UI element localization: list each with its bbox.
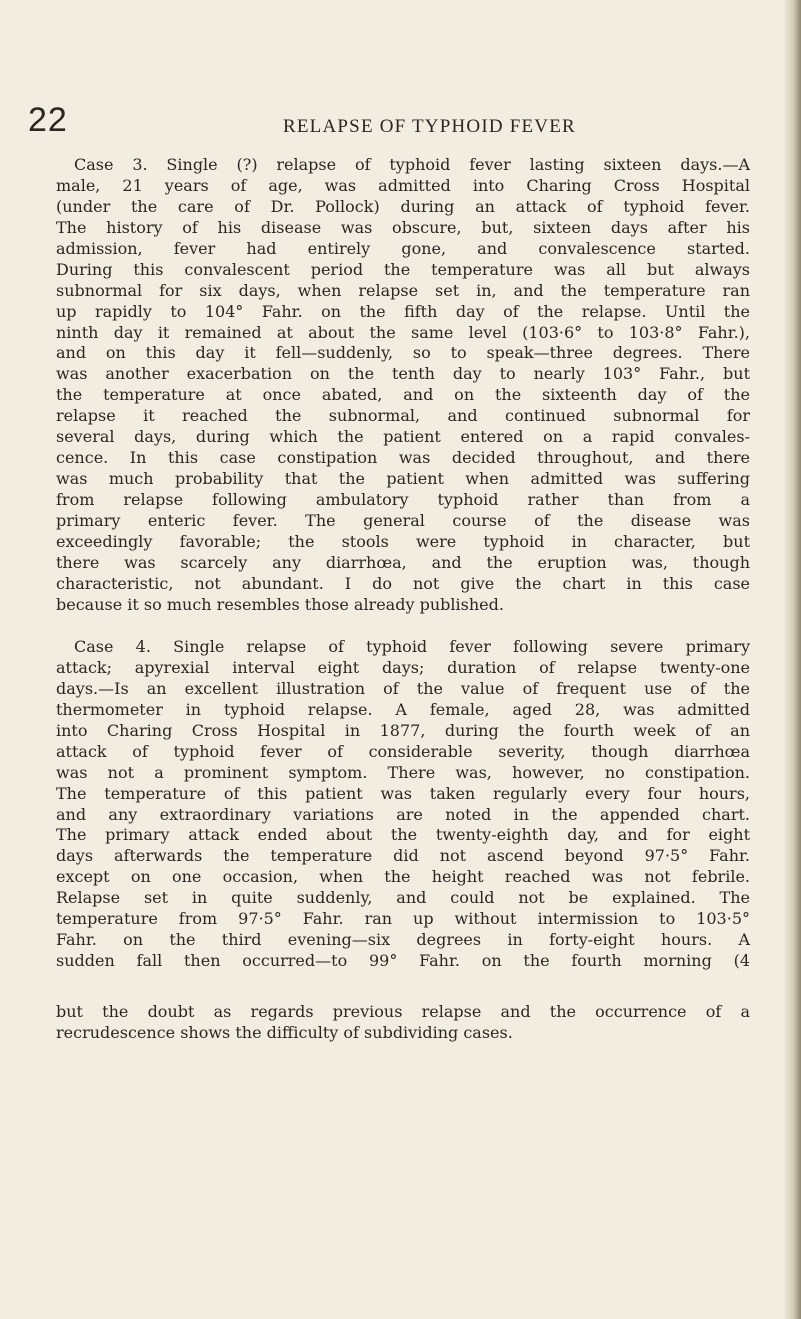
case-4-paragraph xyxy=(56,637,750,972)
case-3-line: male, 21 years of age, was admitted into Charing Cross Hospital xyxy=(56,175,750,195)
case-4-line: sudden fall then occurred—to 99° Fahr. on the fourth morning (4 xyxy=(56,951,750,971)
case-3-line: relapse it reached the subnormal, and continued subnormal for xyxy=(56,406,750,426)
case-4-line: temperature from 97·5° Fahr. ran up without intermission to 103·5° xyxy=(56,909,750,929)
footnote-line: but the doubt as regards previous relapse and the occurrence of a xyxy=(56,1002,750,1021)
case-3-paragraph xyxy=(56,155,750,616)
case-3-line: subnormal for six days, when relapse set in, and the temperature ran xyxy=(56,280,750,300)
case-3-line: admission, fever had entirely gone, and convalescence started. xyxy=(56,238,750,258)
case-4-line: thermometer in typhoid relapse. A female, aged 28, was admitted xyxy=(56,699,750,719)
case-4-line: attack; apyrexial interval eight days; duration of relapse twenty-one xyxy=(56,657,750,677)
page-edge-shadow xyxy=(783,0,801,1319)
case-3-line: The history of his disease was obscure, but, sixteen days after his xyxy=(56,217,750,237)
case-4-line: The primary attack ended about the twenty-eighth day, and for eight xyxy=(56,825,750,845)
case-4-line: Fahr. on the third evening—six degrees in forty-eight hours. A xyxy=(56,930,750,950)
case-4-line: Relapse set in quite suddenly, and could not be explained. The xyxy=(56,888,750,908)
footnote-line: recrudescence shows the difficulty of subdividing cases. xyxy=(56,1022,513,1042)
running-head xyxy=(28,100,748,150)
case-3-line: and on this day it fell—suddenly, so to speak—three degrees. There xyxy=(56,343,750,363)
case-4-line: and any extraordinary variations are noted in the appended chart. xyxy=(56,804,750,824)
case-3-line: there was scarcely any diarrhœa, and the eruption was, though xyxy=(56,552,750,572)
case-3-line: was much probability that the patient when admitted was suffering xyxy=(56,469,750,489)
case-3-line: characteristic, not abundant. I do not give the chart in this case xyxy=(56,573,750,593)
case-3-line: because it so much resembles those already published. xyxy=(56,594,504,614)
case-4-line: Case 4. Single relapse of typhoid fever following severe primary xyxy=(74,637,750,656)
case-4-line: into Charing Cross Hospital in 1877, during the fourth week of an xyxy=(56,720,750,740)
case-3-line: from relapse following ambulatory typhoid rather than from a xyxy=(56,490,750,509)
page-number: 22 xyxy=(28,101,68,139)
case-3-line: up rapidly to 104° Fahr. on the fifth day of the relapse. Until the xyxy=(56,301,750,321)
running-head-title: RELAPSE OF TYPHOID FEVER xyxy=(283,116,576,137)
case-4-line: attack of typhoid fever of considerable severity, though diarrhœa xyxy=(56,741,750,761)
case-4-line: days.—Is an excellent illustration of the value of frequent use of the xyxy=(56,678,750,698)
case-3-line: cence. In this case constipation was decided throughout, and there xyxy=(56,448,750,468)
case-3-line-1: Case 3. Single (?) relapse of typhoid fever lasting sixteen days.—A xyxy=(74,155,750,174)
case-3-line: During this convalescent period the temperature was all but always xyxy=(56,259,750,279)
case-3-line: was another exacerbation on the tenth day to nearly 103° Fahr., but xyxy=(56,364,750,384)
case-3-line: the temperature at once abated, and on the sixteenth day of the xyxy=(56,385,750,405)
case-4-line: except on one occasion, when the height reached was not febrile. xyxy=(56,867,750,887)
case-4-line: The temperature of this patient was taken regularly every four hours, xyxy=(56,783,750,803)
footnote xyxy=(56,1002,750,1044)
case-3-line: (under the care of Dr. Pollock) during an attack of typhoid fever. xyxy=(56,196,750,216)
case-4-line: days afterwards the temperature did not ascend beyond 97·5° Fahr. xyxy=(56,846,750,866)
case-3-line: ninth day it remained at about the same level (103·6° to 103·8° Fahr.), xyxy=(56,322,750,342)
case-3-line: exceedingly favorable; the stools were typhoid in character, but xyxy=(56,531,750,551)
case-3-line: primary enteric fever. The general course of the disease was xyxy=(56,510,750,530)
case-3-line: several days, during which the patient entered on a rapid convales- xyxy=(56,427,750,447)
case-4-line: was not a prominent symptom. There was, however, no constipation. xyxy=(56,762,750,782)
